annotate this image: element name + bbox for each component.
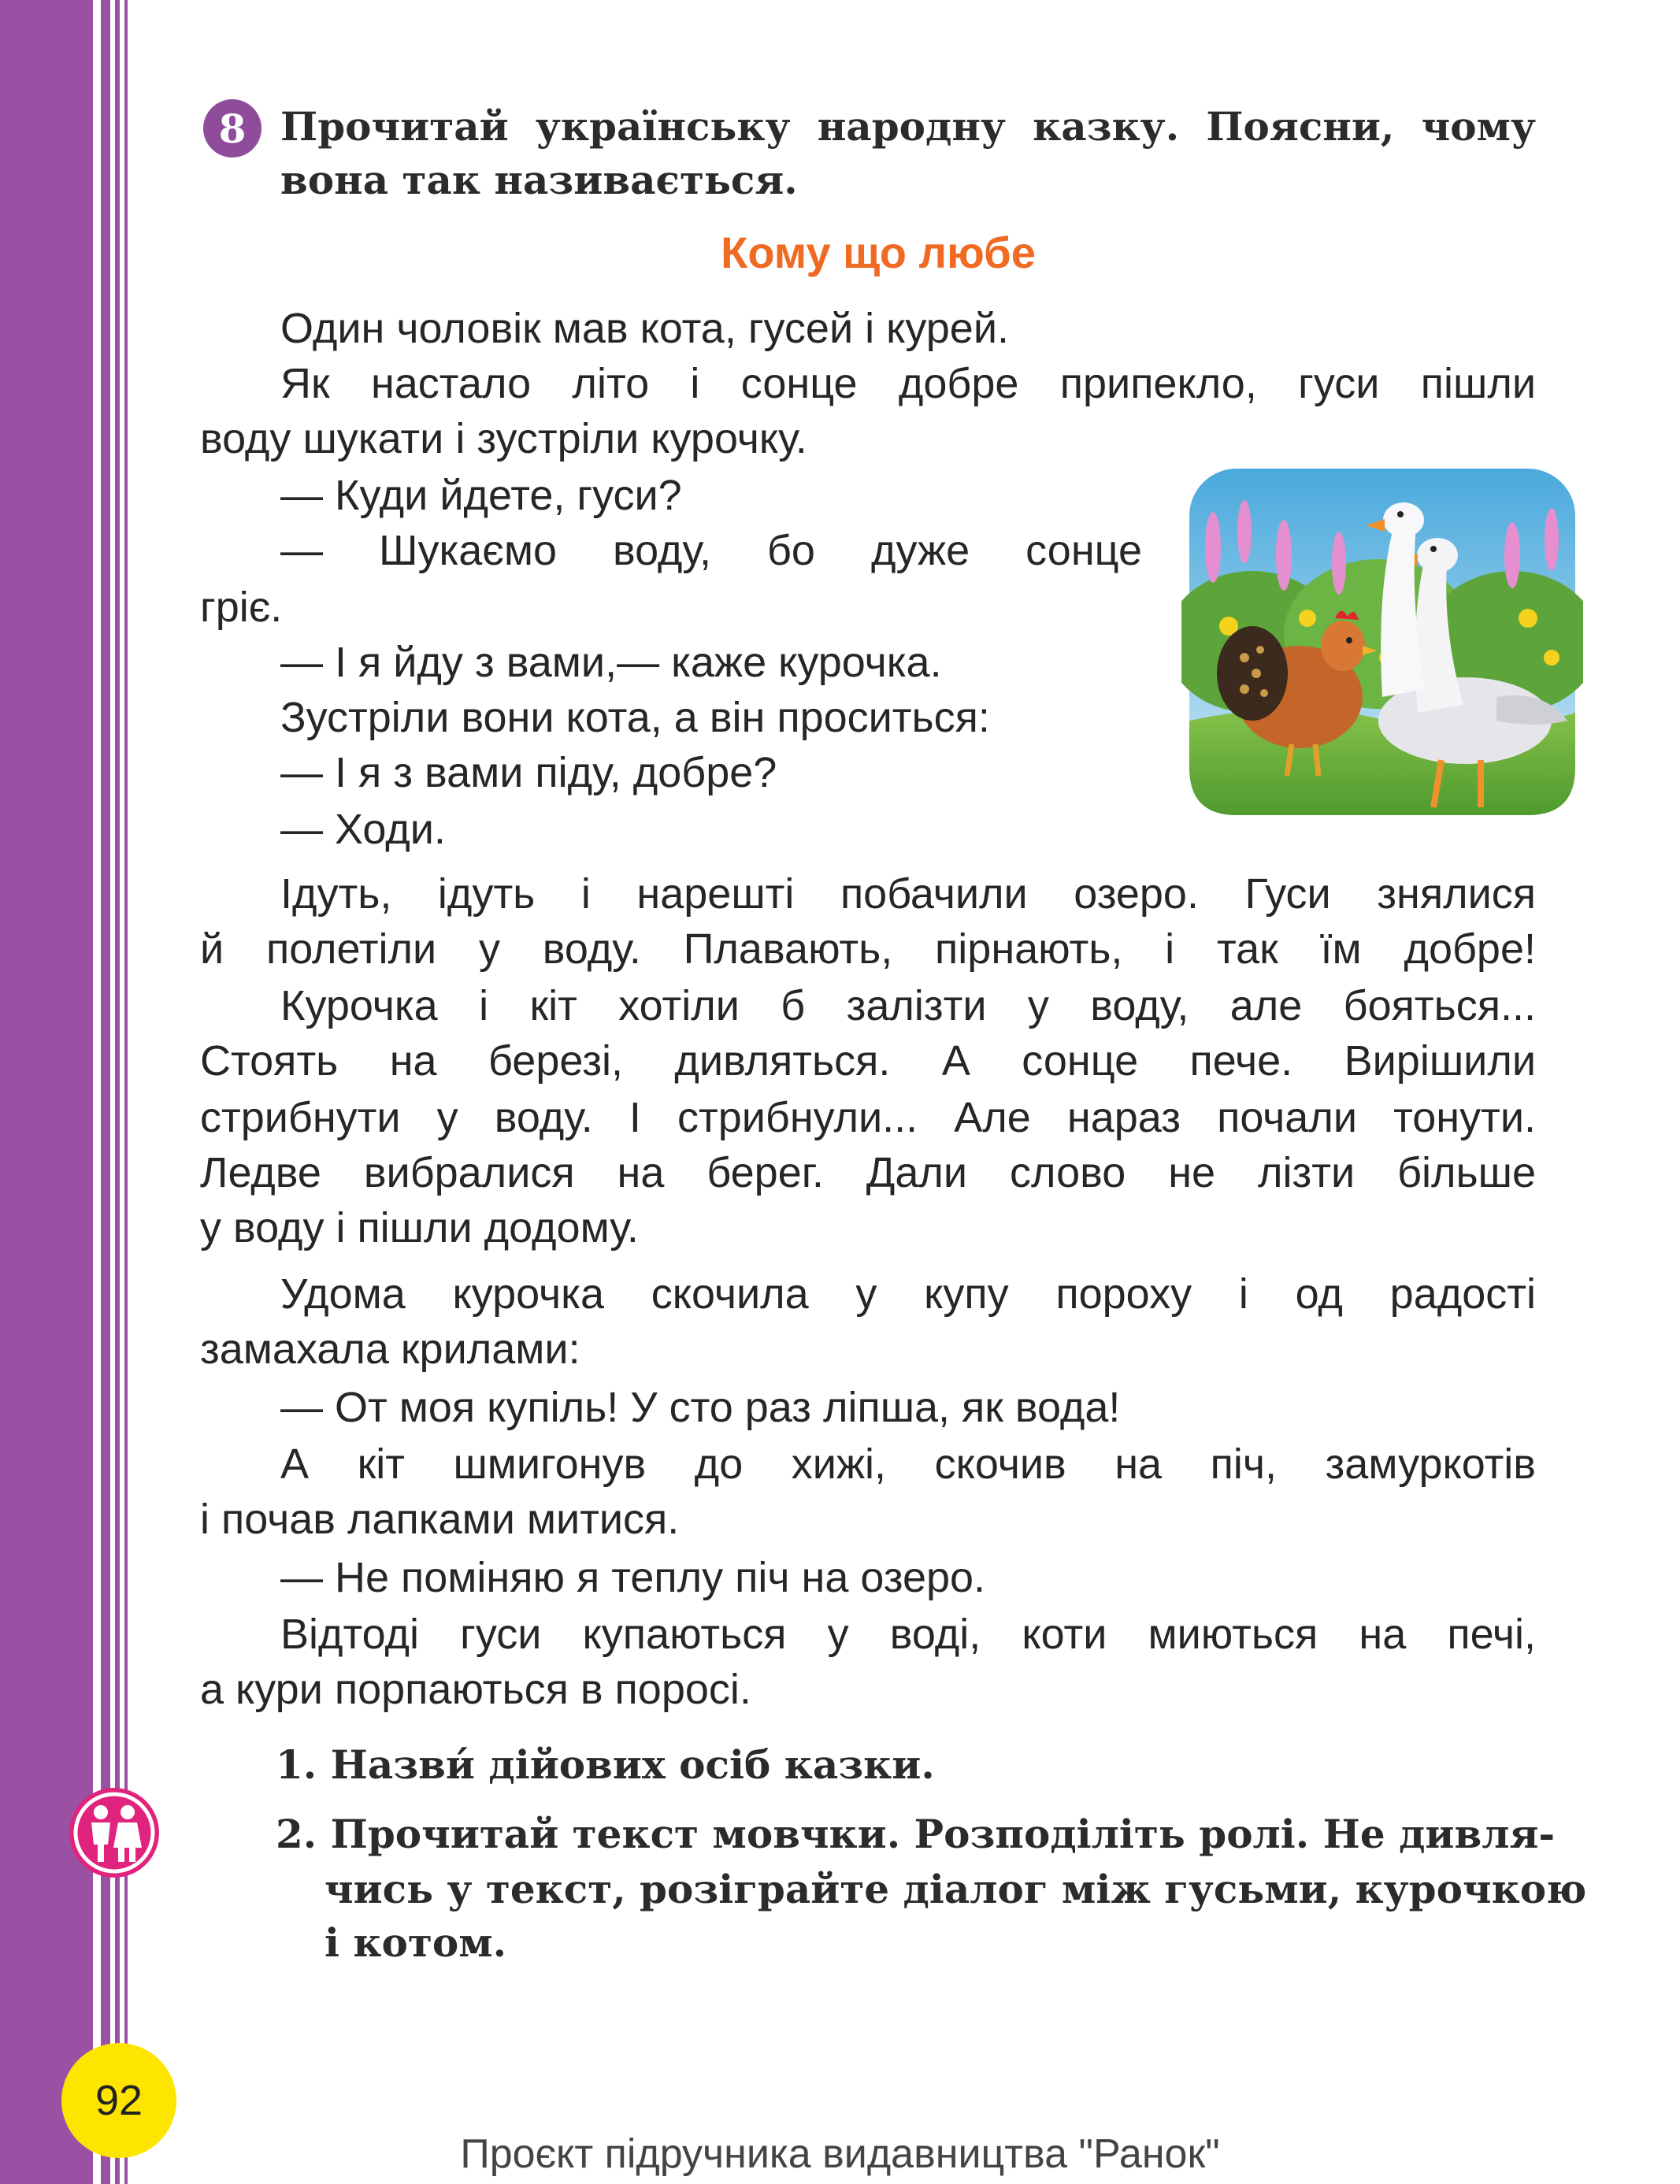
story-line: Курочка і кіт хотіли б залізти у воду, але бояться...	[280, 982, 1536, 1029]
story-line: — І я з вами піду, добре?	[280, 749, 777, 796]
task-number-badge: 8	[203, 99, 261, 158]
story-line: А кіт шмигонув до хижі, скочив на піч, замуркотів	[280, 1441, 1536, 1488]
task-instruction-line: вона так називається.	[280, 157, 798, 203]
story-line: й полетіли у воду. Плавають, пірнають, і так їм добре!	[200, 925, 1536, 973]
story-line: Відтоді гуси купаються у воді, коти миються на печі,	[280, 1611, 1536, 1658]
question-2-line: і котом.	[325, 1919, 507, 1966]
story-line: Один чоловік мав кота, гусей і курей.	[280, 305, 1009, 352]
story-line: і почав лапками митися.	[200, 1496, 680, 1543]
story-line: — Ходи.	[280, 806, 446, 853]
story-line: Стоять на березі, дивляться. А сонце пече. Вирішили	[200, 1037, 1536, 1085]
story-line: стрибнути у воду. І стрибнули... Але нараз почали тонути.	[200, 1094, 1536, 1141]
story-line: — Куди йдете, гуси?	[280, 472, 682, 519]
question-1: 1. Назви́ дійових осіб казки.	[276, 1741, 935, 1788]
story-line: а кури порпаються в поросі.	[200, 1666, 751, 1713]
story-line: — Шукаємо воду, бо дуже сонце	[280, 527, 1142, 574]
story-line: Як настало літо і сонце добре припекло, гуси пішли	[280, 360, 1536, 407]
story-line: — От моя купіль! У сто раз ліпша, як вода!	[280, 1384, 1121, 1431]
story-line: Зустріли вони кота, а він проситься:	[280, 694, 990, 741]
story-title: Кому що любе	[721, 228, 1036, 277]
story-line: Удома курочка скочила у купу пороху і од радості	[280, 1270, 1536, 1318]
pair-work-icon	[68, 1786, 161, 1879]
task-instruction-line: Прочитай українську народну казку. Поясни, чому	[280, 103, 1536, 150]
story-line: воду шукати і зустріли курочку.	[200, 415, 807, 462]
story-line: замахала крилами:	[200, 1326, 580, 1373]
story-line: у воду і пішли додому.	[200, 1204, 639, 1251]
geese-and-hen-illustration	[1181, 461, 1583, 823]
story-line: Ідуть, ідуть і нарешті побачили озеро. Гуси знялися	[280, 870, 1536, 918]
footer-note: Проєкт підручника видавництва "Ранок"	[460, 2131, 1220, 2177]
story-line: — Не поміняю я теплу піч на озеро.	[280, 1554, 986, 1601]
story-line: Ледве вибралися на берег. Дали слово не лізти більше	[200, 1149, 1536, 1196]
story-line: — І я йду з вами,— каже курочка.	[280, 639, 942, 686]
page-number: 92	[61, 2043, 176, 2158]
story-line: гріє.	[200, 584, 283, 631]
question-2-line: 2. Прочитай текст мовчки. Розподіліть ролі. Не дивля-	[276, 1811, 1556, 1857]
question-2-line: чись у текст, розіграйте діалог між гусьми, курочкою	[325, 1866, 1587, 1912]
